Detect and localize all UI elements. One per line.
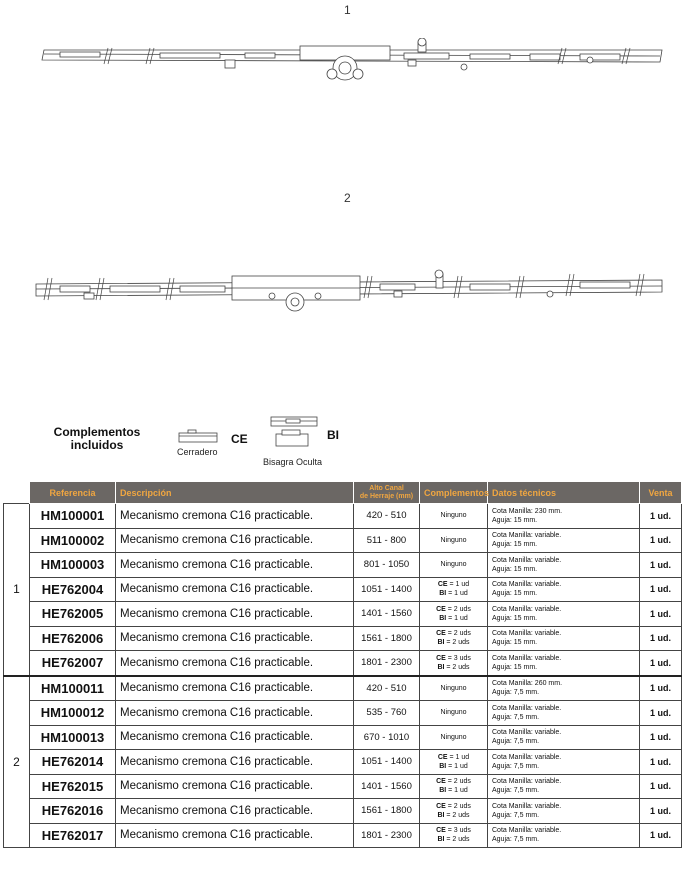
table-row <box>4 823 682 848</box>
cell-venta: 1 ud. <box>640 626 682 651</box>
table-row <box>4 528 682 553</box>
cell-descripcion: Mecanismo cremona C16 practicable. <box>116 626 354 651</box>
cell-venta: 1 ud. <box>640 504 682 529</box>
cell-venta: 1 ud. <box>640 528 682 553</box>
table-row <box>4 725 682 750</box>
cell-descripcion: Mecanismo cremona C16 practicable. <box>116 504 354 529</box>
cell-descripcion: Mecanismo cremona C16 practicable. <box>116 676 354 701</box>
cell-complementos <box>420 701 488 726</box>
cell-datos-tecnicos <box>488 528 640 553</box>
cell-descripcion: Mecanismo cremona C16 practicable. <box>116 602 354 627</box>
cell-datos-tecnicos <box>488 626 640 651</box>
cell-complementos <box>420 750 488 775</box>
complemento-line: BI = 2 uds <box>437 811 470 819</box>
dato-tecnico-line: Aguja: 7,5 mm. <box>492 738 540 746</box>
table-row <box>4 577 682 602</box>
dato-tecnico-line: Cota Manilla: variable. <box>492 654 562 662</box>
complemento-line: BI = 2 uds <box>437 836 470 844</box>
complemento-line: BI = 1 ud <box>439 762 468 770</box>
complemento-line: CE = 1 ud <box>437 581 470 589</box>
cell-descripcion: Mecanismo cremona C16 practicable. <box>116 651 354 676</box>
cell-venta: 1 ud. <box>640 725 682 750</box>
cell-datos-tecnicos <box>488 823 640 848</box>
dato-tecnico-line: Cota Manilla: variable. <box>492 630 562 638</box>
bisagra-oculta-drawing <box>268 414 322 454</box>
complemento-line: Ninguno <box>440 684 467 692</box>
dato-tecnico-line: Aguja: 7,5 mm. <box>492 713 540 721</box>
specs-table <box>3 482 682 848</box>
cell-complementos <box>420 602 488 627</box>
cell-venta: 1 ud. <box>640 823 682 848</box>
group-label: 2 <box>4 676 30 848</box>
cell-alto-canal: 1801 - 2300 <box>354 823 420 848</box>
cell-venta: 1 ud. <box>640 602 682 627</box>
table-row <box>4 799 682 824</box>
complemento-line: CE = 3 uds <box>436 827 471 835</box>
table-row <box>4 774 682 799</box>
cell-venta: 1 ud. <box>640 651 682 676</box>
dato-tecnico-line: Cota Manilla: variable. <box>492 581 562 589</box>
complementos-title: Complementos incluidos <box>53 425 141 452</box>
cell-datos-tecnicos <box>488 774 640 799</box>
group-label: 1 <box>4 504 30 676</box>
dato-tecnico-line: Cota Manilla: variable. <box>492 704 562 712</box>
cell-referencia: HE762014 <box>30 750 116 775</box>
cell-datos-tecnicos <box>488 651 640 676</box>
cell-venta: 1 ud. <box>640 701 682 726</box>
cell-referencia: HE762016 <box>30 799 116 824</box>
cell-descripcion: Mecanismo cremona C16 practicable. <box>116 725 354 750</box>
cell-venta: 1 ud. <box>640 676 682 701</box>
cell-descripcion: Mecanismo cremona C16 practicable. <box>116 750 354 775</box>
complemento-line: CE = 2 uds <box>436 630 471 638</box>
cell-alto-canal: 1561 - 1800 <box>354 799 420 824</box>
cell-venta: 1 ud. <box>640 774 682 799</box>
cell-alto-canal: 801 - 1050 <box>354 553 420 578</box>
cell-alto-canal: 1051 - 1400 <box>354 577 420 602</box>
cell-descripcion: Mecanismo cremona C16 practicable. <box>116 577 354 602</box>
table-row <box>4 750 682 775</box>
dato-tecnico-line: Cota Manilla: variable. <box>492 753 562 761</box>
table-row <box>4 602 682 627</box>
table-row <box>4 651 682 676</box>
cell-referencia: HM100013 <box>30 725 116 750</box>
cell-alto-canal: 670 - 1010 <box>354 725 420 750</box>
dato-tecnico-line: Aguja: 15 mm. <box>492 639 538 647</box>
cell-complementos <box>420 651 488 676</box>
dato-tecnico-line: Aguja: 7,5 mm. <box>492 836 540 844</box>
cell-referencia: HE762006 <box>30 626 116 651</box>
dato-tecnico-line: Cota Manilla: variable. <box>492 556 562 564</box>
cell-alto-canal: 1401 - 1560 <box>354 602 420 627</box>
complemento-line: Ninguno <box>440 536 467 544</box>
cell-complementos <box>420 774 488 799</box>
cell-alto-canal: 420 - 510 <box>354 504 420 529</box>
dato-tecnico-line: Cota Manilla: 260 mm. <box>492 680 563 688</box>
header-alto: Alto Canal de Herraje (mm) <box>354 482 420 504</box>
cell-complementos <box>420 553 488 578</box>
dato-tecnico-line: Aguja: 7,5 mm. <box>492 811 540 819</box>
cell-referencia: HM100012 <box>30 701 116 726</box>
cell-complementos <box>420 626 488 651</box>
complemento-line: Ninguno <box>440 709 467 717</box>
cell-complementos <box>420 799 488 824</box>
cell-alto-canal: 1401 - 1560 <box>354 774 420 799</box>
cell-venta: 1 ud. <box>640 577 682 602</box>
cell-complementos <box>420 725 488 750</box>
cell-complementos <box>420 676 488 701</box>
complemento-line: Ninguno <box>440 512 467 520</box>
cell-complementos <box>420 528 488 553</box>
cell-venta: 1 ud. <box>640 750 682 775</box>
cell-alto-canal: 1561 - 1800 <box>354 626 420 651</box>
cell-referencia: HE762017 <box>30 823 116 848</box>
dato-tecnico-line: Cota Manilla: variable. <box>492 802 562 810</box>
cell-complementos <box>420 577 488 602</box>
cell-datos-tecnicos <box>488 676 640 701</box>
dato-tecnico-line: Cota Manilla: variable. <box>492 605 562 613</box>
cell-datos-tecnicos <box>488 725 640 750</box>
cerradero-drawing <box>178 428 220 444</box>
complemento-line: CE = 3 uds <box>436 654 471 662</box>
header-complementos: Complementos <box>420 482 488 504</box>
header-venta: Venta <box>640 482 682 504</box>
dato-tecnico-line: Cota Manilla: variable. <box>492 778 562 786</box>
dato-tecnico-line: Aguja: 15 mm. <box>492 565 538 573</box>
complemento-line: BI = 1 ud <box>439 787 468 795</box>
complemento-line: BI = 1 ud <box>439 614 468 622</box>
figure-number-2: 2 <box>344 191 351 205</box>
complemento-line: CE = 2 uds <box>436 778 471 786</box>
table-row <box>4 553 682 578</box>
complemento-line: BI = 2 uds <box>437 663 470 671</box>
figure-number-1: 1 <box>344 3 351 17</box>
cell-referencia: HM100011 <box>30 676 116 701</box>
header-descripcion: Descripción <box>116 482 354 504</box>
cell-datos-tecnicos <box>488 799 640 824</box>
table-row <box>4 504 682 529</box>
ce-caption: Cerradero <box>177 447 218 457</box>
complemento-line: CE = 2 uds <box>436 802 471 810</box>
cell-venta: 1 ud. <box>640 553 682 578</box>
ce-code: CE <box>231 432 248 446</box>
cell-alto-canal: 1051 - 1400 <box>354 750 420 775</box>
cell-descripcion: Mecanismo cremona C16 practicable. <box>116 774 354 799</box>
complemento-line: BI = 1 ud <box>439 590 468 598</box>
table-row <box>4 626 682 651</box>
table-header-row <box>4 482 682 504</box>
dato-tecnico-line: Cota Manilla: variable. <box>492 827 562 835</box>
cell-referencia: HE762005 <box>30 602 116 627</box>
dato-tecnico-line: Aguja: 15 mm. <box>492 614 538 622</box>
complemento-line: Ninguno <box>440 733 467 741</box>
cell-complementos <box>420 823 488 848</box>
cell-referencia: HE762015 <box>30 774 116 799</box>
cell-alto-canal: 535 - 760 <box>354 701 420 726</box>
dato-tecnico-line: Aguja: 7,5 mm. <box>492 762 540 770</box>
cell-referencia: HM100001 <box>30 504 116 529</box>
cell-venta: 1 ud. <box>640 799 682 824</box>
bi-code: BI <box>327 428 339 442</box>
header-referencia: Referencia <box>30 482 116 504</box>
dato-tecnico-line: Aguja: 15 mm. <box>492 590 538 598</box>
cremona-mechanism-drawing-1 <box>0 38 685 98</box>
dato-tecnico-line: Cota Manilla: 230 mm. <box>492 507 563 515</box>
cell-datos-tecnicos <box>488 553 640 578</box>
dato-tecnico-line: Cota Manilla: variable. <box>492 729 562 737</box>
cell-datos-tecnicos <box>488 701 640 726</box>
cell-descripcion: Mecanismo cremona C16 practicable. <box>116 823 354 848</box>
cell-alto-canal: 511 - 800 <box>354 528 420 553</box>
cell-descripcion: Mecanismo cremona C16 practicable. <box>116 701 354 726</box>
cell-referencia: HE762007 <box>30 651 116 676</box>
cell-descripcion: Mecanismo cremona C16 practicable. <box>116 553 354 578</box>
cell-alto-canal: 420 - 510 <box>354 676 420 701</box>
complemento-line: Ninguno <box>440 561 467 569</box>
cell-datos-tecnicos <box>488 504 640 529</box>
dato-tecnico-line: Cota Manilla: variable. <box>492 532 562 540</box>
header-datos-tecnicos: Datos técnicos <box>488 482 640 504</box>
table-row <box>4 676 682 701</box>
cell-descripcion: Mecanismo cremona C16 practicable. <box>116 528 354 553</box>
complemento-line: BI = 2 uds <box>437 639 470 647</box>
complemento-line: CE = 1 ud <box>437 753 470 761</box>
cell-datos-tecnicos <box>488 577 640 602</box>
cremona-mechanism-drawing-2 <box>0 266 685 316</box>
dato-tecnico-line: Aguja: 15 mm. <box>492 663 538 671</box>
dato-tecnico-line: Aguja: 7,5 mm. <box>492 689 540 697</box>
bi-caption: Bisagra Oculta <box>263 457 323 467</box>
cell-referencia: HE762004 <box>30 577 116 602</box>
cell-datos-tecnicos <box>488 602 640 627</box>
dato-tecnico-line: Aguja: 7,5 mm. <box>492 787 540 795</box>
cell-referencia: HM100002 <box>30 528 116 553</box>
dato-tecnico-line: Aguja: 15 mm. <box>492 541 538 549</box>
dato-tecnico-line: Aguja: 15 mm. <box>492 516 538 524</box>
header-blank <box>4 482 30 504</box>
table-row <box>4 701 682 726</box>
cell-datos-tecnicos <box>488 750 640 775</box>
complemento-line: CE = 2 uds <box>436 605 471 613</box>
cell-complementos <box>420 504 488 529</box>
cell-descripcion: Mecanismo cremona C16 practicable. <box>116 799 354 824</box>
cell-alto-canal: 1801 - 2300 <box>354 651 420 676</box>
cell-referencia: HM100003 <box>30 553 116 578</box>
